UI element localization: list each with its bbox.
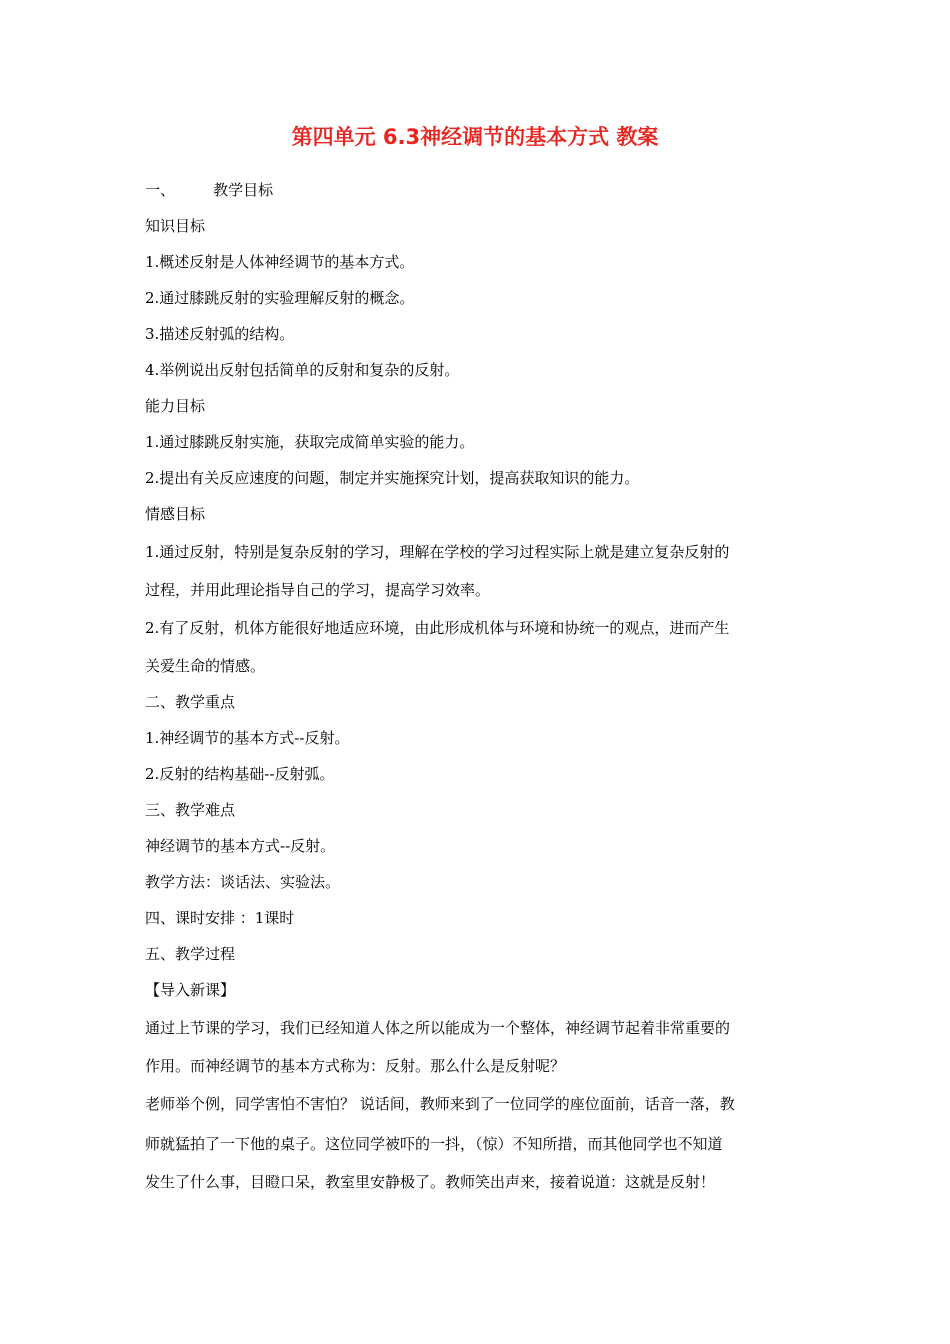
knowledge-goal-2: 2.通过膝跳反射的实验理解反射的概念。 (145, 289, 415, 307)
subheading-emotion-goals: 情感目标 (145, 505, 206, 523)
heading-difficult-points: 三、教学难点 (145, 801, 236, 819)
key-point-2: 2.反射的结构基础--反射弧。 (145, 765, 335, 783)
section-introduction: 【导入新课】 (145, 981, 236, 999)
emotion-goal-2-line-2: 关爱生命的情感。 (145, 657, 266, 675)
heading-teaching-goals: 一、 教学目标 (145, 181, 274, 199)
emotion-goal-1-line-2: 过程，并用此理论指导自己的学习，提高学习效率。 (145, 581, 491, 599)
knowledge-goal-1: 1.概述反射是人体神经调节的基本方式。 (145, 253, 415, 271)
intro-paragraph-2-line-1: 老师举个例，同学害怕不害怕？ 说话间，教师来到了一位同学的座位面前，话音一落，教 (145, 1095, 735, 1113)
emotion-goal-2-line-1: 2.有了反射，机体方能很好地适应环境，由此形成机体与环境和协统一的观点，进而产生 (145, 619, 730, 637)
difficult-point-1: 神经调节的基本方式--反射。 (145, 837, 336, 855)
heading-teaching-process: 五、教学过程 (145, 945, 236, 963)
teaching-methods: 教学方法：谈话法、实验法。 (145, 873, 341, 891)
ability-goal-2: 2.提出有关反应速度的问题，制定并实施探究计划，提高获取知识的能力。 (145, 469, 640, 487)
intro-paragraph-2-line-2: 师就猛拍了一下他的桌子。这位同学被吓的一抖，（惊）不知所措，而其他同学也不知道 (145, 1135, 723, 1153)
intro-paragraph-1-line-1: 通过上节课的学习，我们已经知道人体之所以能成为一个整体，神经调节起着非常重要的 (145, 1019, 731, 1037)
intro-paragraph-1-line-2: 作用。而神经调节的基本方式称为：反射。那么什么是反射呢？ (145, 1057, 566, 1075)
ability-goal-1: 1.通过膝跳反射实施，获取完成简单实验的能力。 (145, 433, 475, 451)
heading-class-hours: 四、课时安排 ：1课时 (145, 909, 295, 927)
document-title: 第四单元 6.3神经调节的基本方式 教案 (291, 125, 659, 149)
document-body (145, 172, 815, 1200)
subheading-knowledge-goals: 知识目标 (145, 217, 206, 235)
emotion-goal-1-line-1: 1.通过反射，特别是复杂反射的学习，理解在学校的学习过程实际上就是建立复杂反射的 (145, 543, 730, 561)
knowledge-goal-4: 4.举例说出反射包括简单的反射和复杂的反射。 (145, 361, 460, 379)
subheading-ability-goals: 能力目标 (145, 397, 206, 415)
intro-paragraph-2-line-3: 发生了什么事，目瞪口呆，教室里安静极了。教师笑出声来，接着说道：这就是反射！ (145, 1173, 716, 1191)
knowledge-goal-3: 3.描述反射弧的结构。 (145, 325, 295, 343)
heading-key-points: 二、教学重点 (145, 693, 236, 711)
key-point-1: 1.神经调节的基本方式--反射。 (145, 729, 350, 747)
